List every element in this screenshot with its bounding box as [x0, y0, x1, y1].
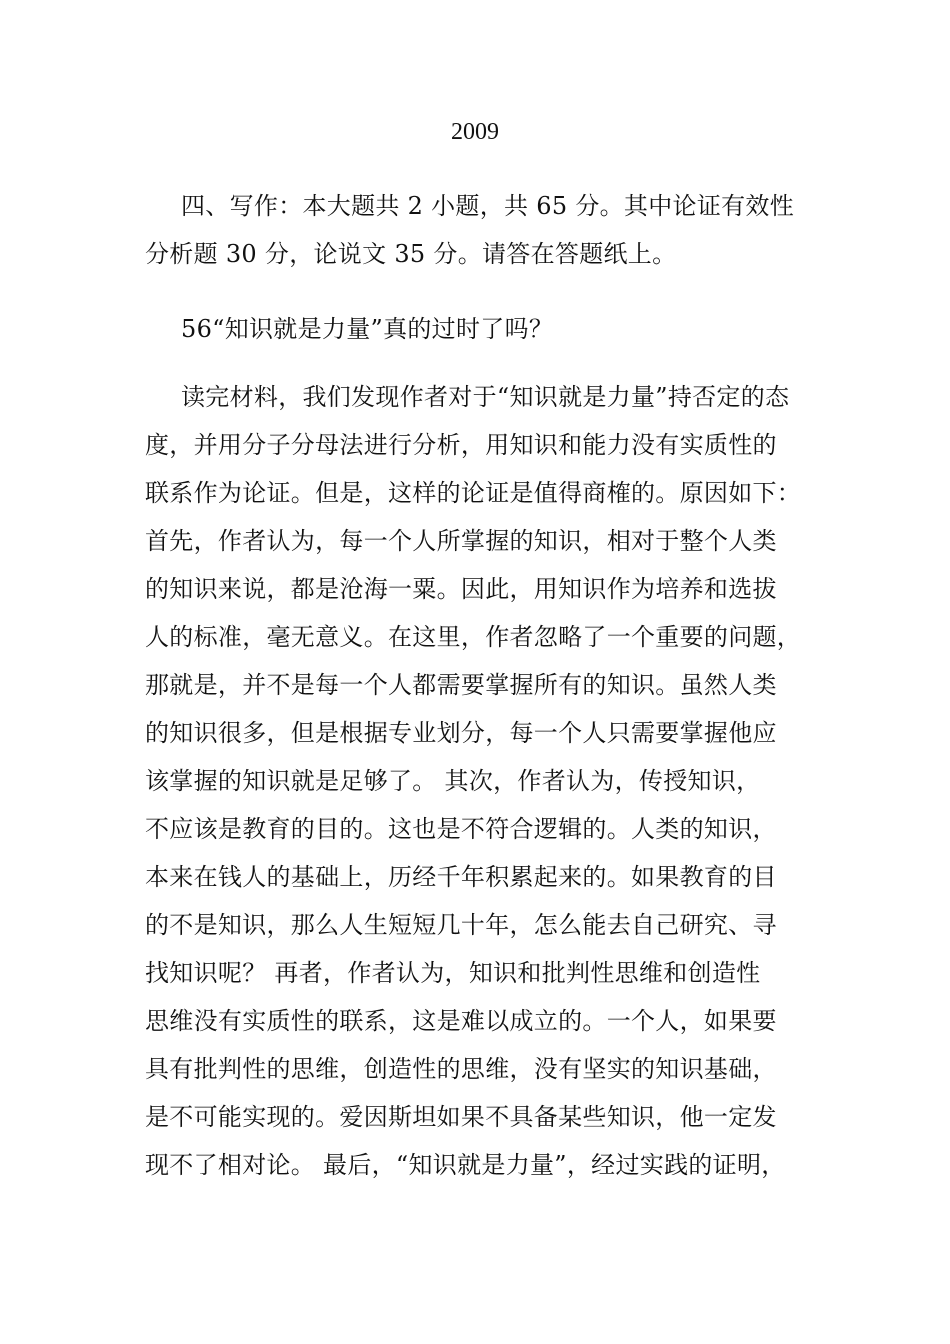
essay-line: 那就是，并不是每一个人都需要掌握所有的知识。虽然人类	[145, 671, 777, 699]
essay-line: 度，并用分子分母法进行分析，用知识和能力没有实质性的	[145, 431, 777, 459]
essay-line: 具有批判性的思维，创造性的思维，没有坚实的知识基础，	[145, 1055, 777, 1083]
essay-line: 该掌握的知识就是足够了。 其次，作者认为，传授知识，	[145, 767, 761, 795]
essay-line: 找知识呢？ 再者，作者认为，知识和批判性思维和创造性	[145, 959, 761, 987]
essay-line: 的知识来说，都是沧海一粟。因此，用知识作为培养和选拔	[145, 575, 777, 603]
essay-line: 本来在钱人的基础上，历经千年积累起来的。如果教育的目	[145, 863, 777, 891]
essay-paragraph	[145, 373, 820, 1189]
essay-line: 的知识很多，但是根据专业划分，每一个人只需要掌握他应	[145, 719, 777, 747]
essay-line: 人的标准，毫无意义。在这里，作者忽略了一个重要的问题，	[145, 623, 802, 651]
year-heading: 2009	[451, 119, 499, 145]
essay-line: 读完材料，我们发现作者对于“知识就是力量”持否定的态	[181, 383, 790, 411]
essay-line: 联系作为论证。但是，这样的论证是值得商榷的。原因如下：	[145, 479, 802, 507]
question-title-text: 56“知识就是力量”真的过时了吗？	[181, 315, 554, 343]
section-intro-paragraph	[145, 182, 820, 278]
essay-line: 现不了相对论。 最后，“知识就是力量”，经过实践的证明，	[145, 1151, 786, 1179]
essay-line: 的不是知识，那么人生短短几十年，怎么能去自己研究、寻	[145, 911, 777, 939]
question-title	[145, 305, 820, 353]
essay-line: 不应该是教育的目的。这也是不符合逻辑的。人类的知识，	[145, 815, 777, 843]
section-intro-line: 四、写作：本大题共 2 小题，共 65 分。其中论证有效性	[181, 192, 795, 220]
essay-line: 首先，作者认为，每一个人所掌握的知识，相对于整个人类	[145, 527, 777, 555]
essay-line: 思维没有实质性的联系，这是难以成立的。一个人，如果要	[145, 1007, 777, 1035]
essay-line: 是不可能实现的。爱因斯坦如果不具备某些知识，他一定发	[145, 1103, 777, 1131]
section-intro-line: 分析题 30 分，论说文 35 分。请答在答题纸上。	[145, 240, 677, 268]
